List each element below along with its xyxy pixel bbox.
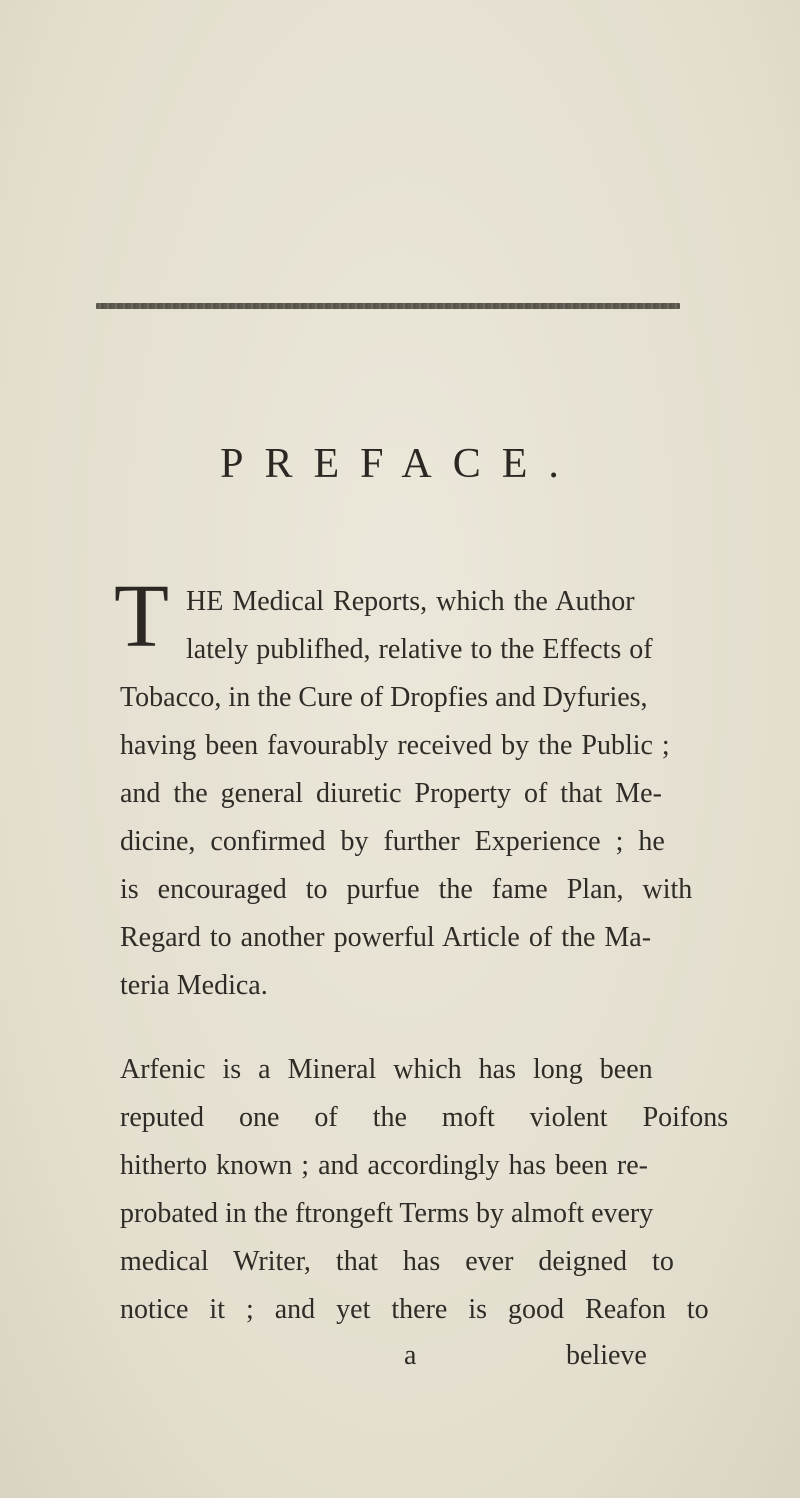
paragraph-1-line-7: is encouraged to purfue the fame Plan, with xyxy=(120,874,693,905)
paragraph-1-line-3: Tobacco, in the Cure of Dropfies and Dyfuries, xyxy=(120,682,648,713)
catchword: believe xyxy=(566,1340,647,1371)
paragraph-1-line-4: having been favourably received by the Public ; xyxy=(120,730,670,761)
paragraph-2-line-1: Arfenic is a Mineral which has long been xyxy=(120,1054,653,1085)
paragraph-1-line-6: dicine, confirmed by further Experience ; he xyxy=(120,826,665,857)
paragraph-2-line-4: probated in the ftrongeft Terms by almoft every xyxy=(120,1198,654,1229)
paragraph-1-line-5: and the general diuretic Property of that Me- xyxy=(120,778,662,809)
paragraph-2-line-5: medical Writer, that has ever deigned to xyxy=(120,1246,674,1277)
drop-cap: T xyxy=(114,567,169,666)
paragraph-1-line-1: HE Medical Reports, which the Author xyxy=(186,586,635,617)
paragraph-2-line-3: hitherto known ; and accordingly has been re- xyxy=(120,1150,648,1181)
paragraph-2-line-6: notice it ; and yet there is good Reafon to xyxy=(120,1294,709,1325)
paragraph-1-line-9: teria Medica. xyxy=(120,970,268,1001)
paragraph-1-line-2: lately publifhed, relative to the Effects of xyxy=(186,634,653,665)
paragraph-1-line-8: Regard to another powerful Article of the Ma- xyxy=(120,922,652,953)
signature-mark: a xyxy=(404,1340,417,1371)
paragraph-2-line-2: reputed one of the moft violent Poifons xyxy=(120,1102,729,1133)
ornamental-rule xyxy=(96,303,680,309)
page-heading: PREFACE. xyxy=(220,441,580,487)
